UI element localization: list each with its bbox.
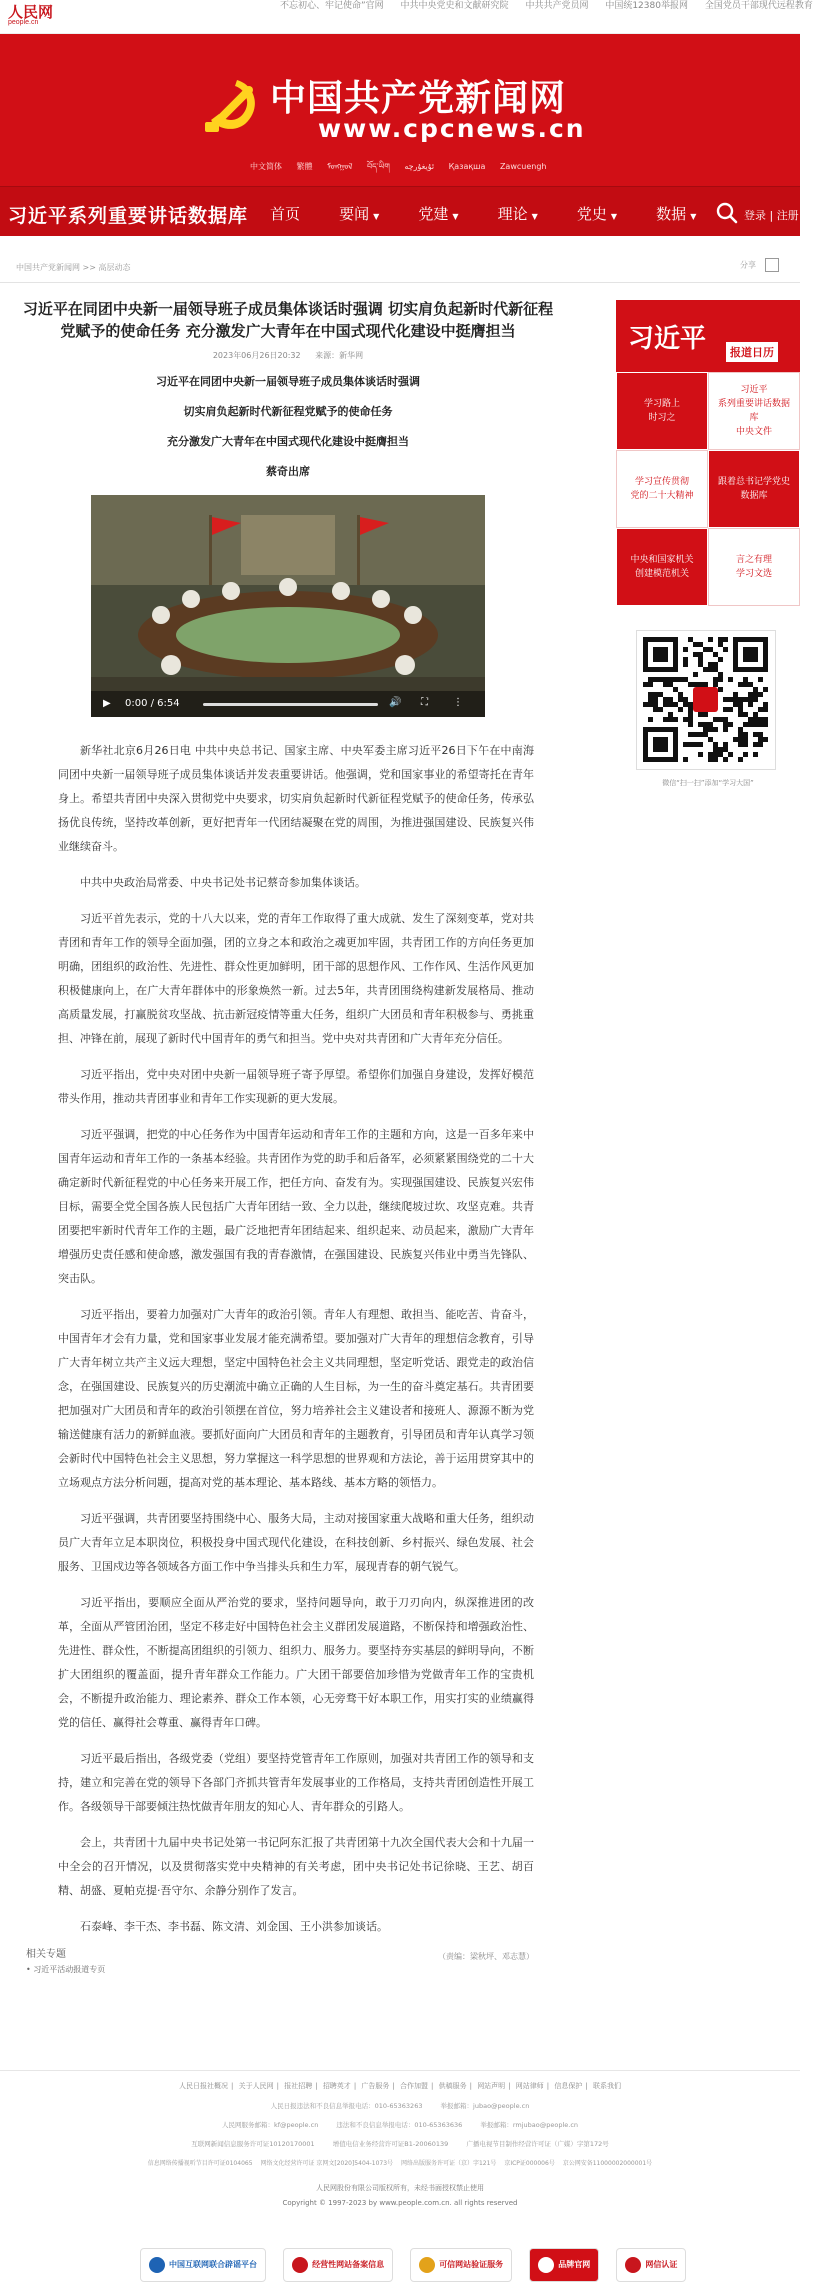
related-item[interactable]: • 习近平活动报道专页 (26, 1965, 106, 1974)
article-paragraph: 会上，共青团十九届中央书记处第一书记阿东汇报了共青团第十九次全国代表大会和十九届一中全会的召开情况，以及贯彻落实党中央精神的有关考虑，团中央书记处书记徐晓、王艺、胡百精、胡盛、夏帕克提·吾守尔、余静分别作了发言。 (58, 1836, 534, 1897)
nav-label: 数据 (656, 205, 687, 223)
footer-link[interactable]: 网站声明 (477, 2082, 506, 2090)
subtitle: 蔡奇出席 (266, 465, 310, 478)
search-icon[interactable] (716, 202, 738, 224)
nav-item-history[interactable] (577, 203, 617, 224)
footer-info[interactable]: 京ICP证000006号 (504, 2160, 555, 2167)
footer-links: 人民日报社概况 | 关于人民网 | 报社招聘 | 招聘英才 | 广告服务 | 合作加盟 | 供稿服务 | 网站声明 | 网站律师 | 信息保护 | 联系我们 (179, 2082, 621, 2090)
related-topics (26, 1945, 105, 1975)
sidebar (616, 300, 800, 788)
related-heading: 相关专题 (26, 1949, 66, 1960)
footer-info[interactable]: 京公网安备11000002000001号 (562, 2160, 653, 2167)
sidebar-cell[interactable]: 中央和国家机关 创建模范机关 (616, 528, 708, 606)
footer-info: 违法和不良信息举报电话：010-65363636 (336, 2121, 463, 2129)
article-paragraph: 习近平指出，党中央对团中央新一届领导班子寄予厚望。希望你们加强自身建设，发挥好模范带头作用，推动共青团事业和青年工作实现新的更大发展。 (58, 1068, 534, 1105)
footer-info-line (0, 2139, 800, 2148)
badge-label: 品牌官网 (558, 2260, 591, 2269)
logo-text: 人民网 (8, 3, 54, 21)
footer-link[interactable]: 供稿服务 (438, 2082, 467, 2090)
footer-link[interactable]: 信息保护 (554, 2082, 583, 2090)
lang-link[interactable]: Қазақша (448, 162, 486, 171)
badge-label: 可信网站验证服务 (439, 2260, 504, 2269)
footer-link[interactable]: 联系我们 (592, 2082, 621, 2090)
article-paragraph: 习近平最后指出，各级党委（党组）要坚持党管青年工作原则，加强对共青团工作的领导和支持，建立和完善在党的领导下各部门齐抓共管青年发展事业的工作格局，支持共青团创造性开展工作。各级领导干部要倾注热忱做青年朋友的知心人、青年群众的引路人。 (58, 1752, 534, 1813)
sidebar-header[interactable] (616, 300, 800, 372)
footer-info: 人民日报违法和不良信息举报电话：010-65363263 (270, 2102, 423, 2110)
site-banner (0, 34, 800, 186)
badge-cyber-cert[interactable] (616, 2248, 686, 2282)
auth-links (744, 207, 799, 223)
video-progress-track[interactable] (203, 703, 378, 706)
top-links (280, 0, 813, 12)
share-control[interactable] (740, 258, 779, 272)
sidebar-cell[interactable]: 跟着总书记学党史 数据库 (708, 450, 800, 528)
nav-label: 党建 (418, 205, 449, 223)
badge-trusted-site[interactable] (410, 2248, 512, 2282)
share-icon[interactable] (765, 258, 779, 272)
footer-info[interactable]: 增值电信业务经营许可证B1-20060139 (332, 2140, 449, 2148)
footer-company: 人民网股份有限公司版权所有，未经书面授权禁止使用 (316, 2184, 484, 2192)
footer-info: 举报邮箱：jubao@people.cn (440, 2102, 530, 2110)
database-title[interactable]: 习近平系列重要讲话数据库 (8, 205, 249, 227)
sidebar-cell[interactable]: 学习宣传贯彻 党的二十大精神 (616, 450, 708, 528)
footer-info[interactable]: 互联网新闻信息服务许可证10120170001 (191, 2140, 315, 2148)
footer-copyright: Copyright © 1997-2023 by www.people.com.cn. all rights reserved (282, 2199, 518, 2207)
more-options-icon[interactable]: ⋮ (453, 697, 463, 708)
top-link[interactable]: 中共共产党员网 (525, 1, 589, 11)
breadcrumb-separator: >> (82, 263, 96, 272)
sidebar-cell[interactable]: 学习路上 时习之 (616, 372, 708, 450)
article-paragraph: 习近平强调，把党的中心任务作为中国青年运动和青年工作的主题和方向，这是一百多年来中国青年运动和青年工作的一条基本经验。共青团作为党的助手和后备军，必须紧紧围绕党的二十大确定新时代新征程党的中心任务来开展工作，把任方向、奋发有为。实现强国建设、民族复兴宏伟目标，需要全党全国各族人民包括广大青年团结一致、全力以赴，继续爬坡过坎、攻坚克难。共青团要把牢新时代青年工作的主题，最广泛地把青年团结起来、组织起来、动员起来，激励广大青年增强历史责任感和使命感，激发强国有我的青春激情，在强国建设、民族复兴伟业中勇当先锋队、突击队。 (58, 1128, 534, 1285)
sidebar-cell[interactable]: 习近平 系列重要讲话数据库 中央文件 (708, 372, 800, 450)
lang-link[interactable]: 繁體 (296, 162, 313, 171)
nav-label: 理论 (497, 205, 528, 223)
subtitle: 充分激发广大青年在中国式现代化建设中挺膺担当 (167, 435, 409, 448)
breadcrumb-home[interactable]: 中国共产党新闻网 (16, 263, 80, 272)
register-link[interactable]: 注册 (776, 209, 799, 222)
badge-icon (292, 2257, 308, 2273)
qr-note: 微信“扫一扫”添加“学习大国” (662, 779, 754, 787)
footer-info-line (0, 2158, 800, 2167)
footer-link[interactable]: 人民日报社概况 (179, 2082, 229, 2090)
trust-badges (140, 2248, 698, 2282)
lang-link[interactable]: ئۇيغۇرچە (404, 162, 435, 171)
site-title: 中国共产党新闻网 (270, 78, 567, 119)
badge-icon (149, 2257, 165, 2273)
article-paragraph: 中共中央政治局常委、中央书记处书记蔡奇参加集体谈话。 (80, 876, 366, 889)
sidebar-grid (616, 372, 800, 606)
share-label: 分享 (740, 260, 756, 270)
chevron-down-icon: ▼ (452, 212, 459, 221)
footer-info: 人民网服务邮箱：kf@people.cn (221, 2121, 319, 2129)
sidebar-cell[interactable]: 言之有理 学习文选 (708, 528, 800, 606)
lang-link[interactable]: ᠮᠣᠩᠭᠣᠯ (327, 162, 353, 171)
video-time: 0:00 / 6:54 (125, 698, 180, 709)
breadcrumb-current[interactable]: 高层动态 (98, 263, 131, 272)
badge-icon (538, 2257, 554, 2273)
nav-label: 要闻 (339, 205, 370, 223)
footer-link[interactable]: 合作加盟 (400, 2082, 428, 2090)
article-editor: （责编：梁秋坪、邓志慧） (438, 1952, 534, 1961)
article-title: 习近平在同团中央新一届领导班子成员集体谈话时强调 切实肩负起新时代新征程党赋予的使命任务 充分激发广大青年在中国式现代化建设中挺膺担当 (22, 300, 554, 340)
nav-item-party[interactable] (418, 203, 458, 224)
nav-item-theory[interactable] (498, 203, 538, 224)
subtitle: 切实肩负起新时代新征程党赋予的使命任务 (183, 405, 393, 418)
divider (0, 282, 800, 283)
article-paragraph: 石泰峰、李干杰、李书磊、陈文清、刘金国、王小洪参加谈话。 (80, 1920, 388, 1933)
article-paragraph: 习近平强调，共青团要坚持围绕中心、服务大局，主动对接国家重大战略和重大任务，组织动员广大青年立足本职岗位，积极投身中国式现代化建设，在科技创新、乡村振兴、绿色发展、社会服务、卫国戍边等各领域各方面工作中争当排头兵和生力军，展现青春的朝气锐气。 (58, 1512, 534, 1573)
footer-info[interactable]: 广播电视节目制作经营许可证（广媒）字第172号 (466, 2140, 609, 2148)
main-nav (0, 186, 800, 236)
auth-divider: | (769, 209, 777, 222)
badge-record[interactable] (283, 2248, 393, 2282)
footer-link[interactable]: 招聘英才 (322, 2082, 351, 2090)
lang-link[interactable]: Zawcuengh (499, 162, 547, 171)
top-link[interactable]: 全国党员干部现代远程教育 (704, 1, 813, 11)
video-player[interactable] (91, 495, 485, 717)
article-date: 2023年06月26日20:32 (212, 351, 301, 360)
badge-label: 网信认证 (645, 2260, 678, 2269)
breadcrumb (16, 262, 131, 273)
video-controls (91, 691, 485, 717)
article-subtitles (18, 375, 558, 479)
footer-link[interactable]: 报社招聘 (284, 2082, 313, 2090)
badge-label: 中国互联网联合辟谣平台 (169, 2260, 257, 2269)
top-link[interactable]: 中共中央党史和文献研究院 (400, 1, 509, 11)
badge-icon (625, 2257, 641, 2273)
footer-info[interactable]: 网络出版服务许可证（京）字121号 (400, 2160, 497, 2167)
language-links (250, 157, 559, 180)
footer-link[interactable]: 网站律师 (515, 2082, 544, 2090)
footer-link[interactable]: 广告服务 (361, 2082, 390, 2090)
footer-info[interactable]: 网络文化经营许可证 京网文[2020]5404-1073号 (260, 2160, 394, 2167)
fullscreen-icon[interactable]: ⛶ (421, 697, 428, 708)
login-link[interactable]: 登录 (744, 209, 766, 222)
badge-brand-site[interactable] (529, 2248, 599, 2282)
sidebar-header-tag: 报道日历 (726, 342, 778, 362)
article-source[interactable]: 来源：新华网 (315, 351, 364, 360)
top-link[interactable]: 不忘初心、牢记使命”官网 (280, 1, 384, 11)
nav-item-news[interactable] (339, 203, 379, 224)
volume-icon[interactable]: 🔊 (389, 697, 402, 708)
top-link[interactable]: 中国统12380举报网 (605, 1, 688, 11)
qr-code (636, 630, 776, 770)
site-url: www.cpcnews.cn (318, 114, 586, 143)
nav-items (270, 203, 730, 224)
subtitle: 习近平在同团中央新一届领导班子成员集体谈话时强调 (156, 375, 420, 388)
chevron-down-icon: ▼ (610, 212, 618, 221)
article-paragraph: 习近平指出，要顺应全面从严治党的要求，坚持问题导向，敢于刀刃向内，纵深推进团的改革，全面从严管团治团，坚定不移走好中国特色社会主义群团发展道路，不断保持和增强政治性、先进性、群众性，不断提高团组织的引领力、组织力、服务力。要坚持夯实基层的鲜明导向，不断扩大团组织的覆盖面，提升青年群众工作能力。广大团干部要倍加珍惜为党做青年工作的宝贵机会，不断提升政治能力、理论素养、群众工作本领，心无旁骛干好本职工作，用实打实的业绩赢得党的信任、赢得社会尊重、赢得青年口碑。 (58, 1596, 534, 1729)
article-paragraph: 习近平首先表示，党的十八大以来，党的青年工作取得了重大成就、发生了深刻变革，党对共青团和青年工作的领导全面加强，团的立身之本和政治之魂更加牢固，共青团工作的方向任务更加明确，团组织的政治性、先进性、群众性更加鲜明，团干部的思想作风、工作作风、生活作风更加积极健康向上，在广大青年群体中的形象焕然一新。过去5年，共青团围绕构建新发展格局、推动高质量发展，打赢脱贫攻坚战、抗击新冠疫情等重大任务，组织广大团员和青年积极参与、勇挑重担、冲锋在前，展现了新时代中国青年的勇气和担当。党中央对共青团和广大青年充分信任。 (58, 912, 534, 1045)
sidebar-header-title: 习近平 (628, 324, 707, 354)
article-paragraph: 新华社北京6月26日电 中共中央总书记、国家主席、中央军委主席习近平26日下午在中南海同团中央新一届领导班子成员集体谈话并发表重要讲话。他强调，党和国家事业的希望寄托在青年身上。希望共青团中央深入贯彻党中央要求，切实肩负起新时代新征程党赋予的使命任务，传承弘扬优良传统，坚持改革创新，更好把青年一代团结凝聚在党的周围，为推进强国建设、民族复兴伟业继续奋斗。 (58, 744, 534, 853)
footer (0, 2070, 800, 2207)
party-emblem-icon (195, 68, 265, 138)
video-frame (91, 495, 485, 717)
top-bar (0, 0, 813, 34)
article (18, 298, 558, 1962)
footer-info-line (0, 2120, 800, 2129)
footer-info[interactable]: 信息网络传播视听节目许可证0104065 (147, 2160, 253, 2167)
logo-sub: people.cn (8, 19, 39, 26)
play-icon[interactable]: ▶ (103, 698, 111, 709)
nav-item-home[interactable] (270, 203, 300, 224)
people-logo[interactable] (8, 5, 53, 27)
article-body (18, 739, 558, 1939)
nav-label: 首页 (270, 205, 301, 223)
chevron-down-icon: ▼ (531, 212, 538, 221)
article-paragraph: 习近平指出，要着力加强对广大青年的政治引领。青年人有理想、敢担当、能吃苦、肯奋斗，中国青年才会有力量，党和国家事业发展才能充满希望。要加强对广大青年的理想信念教育，引导广大青年树立共产主义远大理想，坚定中国特色社会主义共同理想，坚定听党话、跟党走的政治信念，在强国建设、民族复兴的历史潮流中确立正确的人生目标，为一生的奋斗奠定基石。共青团要把加强对广大团员和青年的政治引领摆在首位，努力培养社会主义建设者和接班人、源源不断为党输送健康有活力的新鲜血液。要抓好面向广大团员和青年的主题教育，引导团员和青年认真学习领会新时代中国特色社会主义思想，努力掌握这一科学思想的世界观和方法论，善于运用贯穿其中的立场观点方法分析问题，提高对党的基本理论、基本路线、基本方略的领悟力。 (58, 1308, 534, 1489)
footer-link[interactable]: 关于人民网 (238, 2082, 274, 2090)
badge-rumor-platform[interactable] (140, 2248, 266, 2282)
badge-icon (419, 2257, 435, 2273)
badge-label: 经营性网站备案信息 (312, 2260, 385, 2269)
lang-link[interactable]: 中文简体 (250, 162, 282, 171)
article-meta (18, 350, 558, 361)
chevron-down-icon: ▼ (690, 212, 697, 221)
nav-label: 党史 (576, 205, 607, 223)
chevron-down-icon: ▼ (373, 212, 380, 221)
qr-code-icon (637, 631, 775, 769)
footer-info-line (0, 2101, 800, 2110)
lang-link[interactable]: བོད་ཡིག (366, 162, 390, 171)
nav-item-data[interactable] (656, 203, 696, 224)
footer-info: 举报邮箱：rmjubao@people.cn (480, 2121, 579, 2129)
